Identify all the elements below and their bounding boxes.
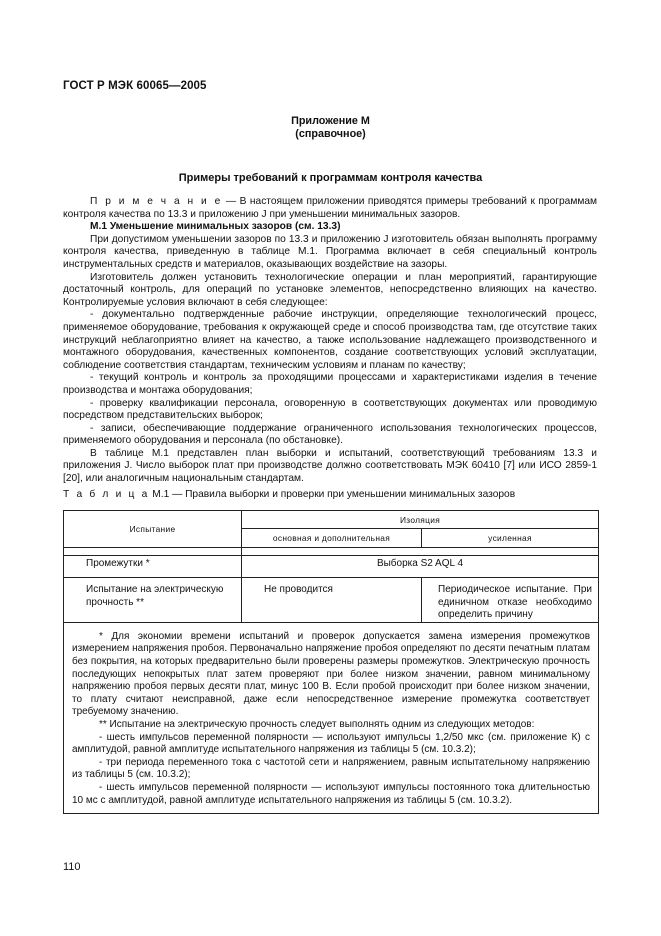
page-number: 110 [63, 861, 81, 873]
table-caption-text: М.1 — Правила выборки и проверки при уменьшении минимальных зазоров [149, 489, 516, 500]
note-label: П р и м е ч а н и е [90, 196, 223, 207]
section-heading: Примеры требований к программам контроля качества [178, 172, 483, 184]
spacer-cell [242, 548, 599, 556]
note-text: — В настоящем приложении приводятся примеры требований к программам контроля качества по 13.3 и приложению J при уменьшении минимальных зазоров. [63, 196, 597, 220]
document-header: ГОСТ Р МЭК 60065—2005 [63, 80, 207, 92]
list-item: - документально подтвержденные рабочие инструкции, определяющие технологический процесс, применяемое оборудование, требования к окружающей среде и способ производства там, где отсутствие таких инструкций неблагоприятно влияет на качество, а также использование надлежащего производственного и монтажного оборудования, качественных компонентов, создание соответствующих условий эксплуатации, соблюдение соответствия стандартам, техническим условиям и планам по качеству; [63, 309, 597, 371]
table-cell: Не проводится [242, 578, 422, 623]
paragraph: В таблице М.1 представлен план выборки и испытаний, соответствующий требованиям 13.3 и приложения J. Число выборок плат при производстве должно соответствовать МЭК 60410 [7] или ИСО 2859-1 [20], или аналогичным национальным стандартам. [63, 447, 597, 485]
header-reinforced: усиленная [422, 529, 599, 548]
note-paragraph [63, 196, 597, 221]
footnote: - шесть импульсов переменной полярности — используют импульсы 1,2/50 мкс (см. приложение К) с амплитудой, равной амплитуде испытательного напряжения из таблицы 5 (см. 10.3.2); [72, 731, 590, 756]
footnote: ** Испытание на электрическую прочность следует выполнять одним из следующих методов: [99, 718, 535, 730]
footnote: - шесть импульсов переменной полярности — используют импульсы постоянного тока длительностью 10 мс с амплитудой, равной амплитуде испытательного напряжения из таблицы 5 (см. 10.3.2). [72, 781, 590, 806]
footnote: * Для экономии времени испытаний и проверок допускается замена измерения промежутков измерением напряжения пробоя. Первоначально напряжение пробоя определяют по десяти печатным платам без покрытия, на которых предварительно были проверены размеры промежутков. Электрическую прочность последующих непокрытых плат затем проверяют при более низком значении, равном минимальному напряжению пробоя первых десяти плат, минус 100 В. Если пробой происходит при более низком значении, то плату считают неисправной, даже если непосредственное измерение промежутка соответствует требуемому значению. [72, 630, 590, 718]
table-cell: Промежутки * [64, 556, 242, 578]
list-item: - записи, обеспечивающие поддержание ограниченного использования технологических процессов, применяемого оборудования и персонала (по обстановке). [63, 422, 597, 447]
body-text [63, 196, 597, 486]
table-caption-label: Т а б л и ц а [63, 489, 150, 500]
table-cell: Периодическое испытание. При единичном отказе необходимо определить причину [422, 578, 599, 623]
header-basic: основная и дополнительная [242, 529, 422, 548]
table-cell: Испытание на электрическую прочность ** [64, 578, 242, 623]
subsection-title: М.1 Уменьшение минимальных зазоров (см. 13.3) [90, 221, 341, 233]
table-caption [63, 489, 515, 500]
header-insulation: Изоляция [242, 511, 599, 529]
table-cell: Выборка S2 AQL 4 [242, 556, 599, 578]
paragraph: Изготовитель должен установить технологические операции и план мероприятий, гарантирующие достаточный контроль, для операций по установке элементов, непосредственно влияющих на качество. Контролируемые условия включают в себя следующее: [63, 271, 597, 308]
footnote: - три периода переменного тока с частотой сети и напряжением, равным испытательному напряжению из таблицы 5 (см. 10.3.2); [72, 756, 590, 781]
list-item: - проверку квалификации персонала, оговоренную в соответствующих документах или проводимую посредством представительских выборок; [63, 397, 597, 422]
header-test: Испытание [64, 511, 242, 548]
appendix-title: Приложение М [291, 115, 370, 127]
spacer-cell [64, 548, 242, 556]
table-footnotes [64, 622, 599, 813]
appendix-subtitle: (справочное) [295, 128, 366, 140]
sampling-table [63, 510, 599, 814]
list-item: - текущий контроль и контроль за проходящими процессами и характеристиками изделия в течение производства и монтажа оборудования; [63, 372, 597, 396]
paragraph: При допустимом уменьшении зазоров по 13.3 и приложению J изготовитель обязан выполнять программу контроля качества, приведенную в таблице М.1. Программа включает в себя специальный контроль инструментальных средств и материалов, оказывающих воздействие на зазоры. [63, 233, 597, 270]
